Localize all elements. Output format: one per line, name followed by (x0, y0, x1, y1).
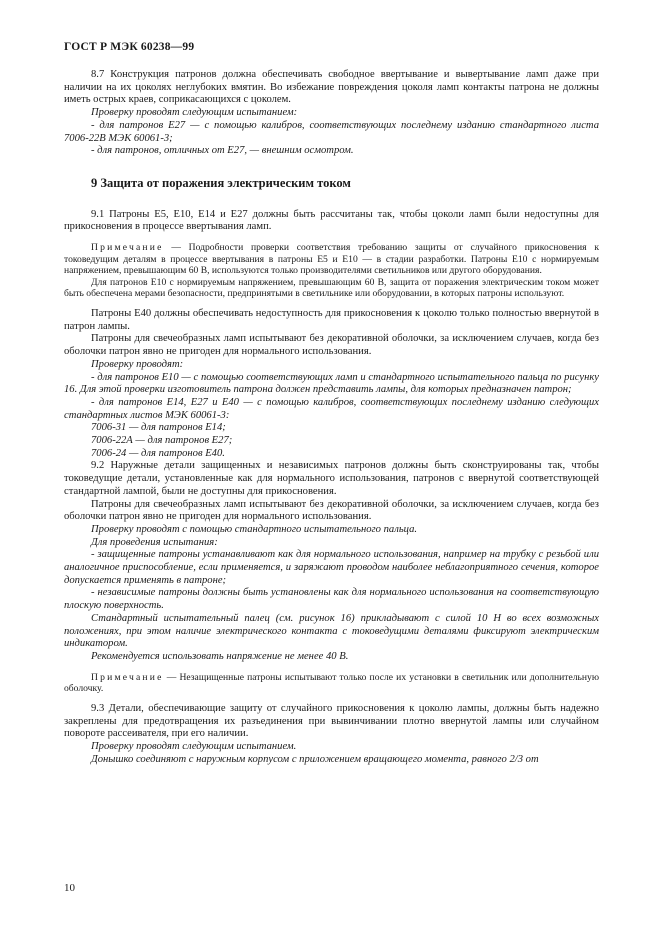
test-protected: - защищенные патроны устанавливают как для нормального использования, например на трубку с резьбой или аналогичное приспособление, если применяется, и заряжают проводом наиболее неблагоприятного сечения, которое допускается применять в патроне; (64, 549, 599, 586)
test-finger-force: Стандартный испытательный палец (см. рисунок 16) прикладывают с силой 10 Н во всех возможных положениях, при этом наличие электрического контакта с токоведущими деталями фиксируют электрическим индикатором. (64, 612, 599, 650)
test-voltage: Рекомендуется использовать напряжение не менее 40 В. (91, 650, 349, 662)
note-1-label: Примечание (91, 242, 164, 254)
note-2 (64, 672, 599, 695)
paragraph-e40: Патроны Е40 должны обеспечивать недоступность для прикосновения к цоколю только полностью ввернутой в патрон лампы. (64, 308, 599, 332)
note-1-text: — Подробности проверки соответствия требованию защиты от случайного прикосновения к токоведущим деталям в процессе ввертывания в патроны Е5 и Е10 — в стадии разработки. Патроны Е10 с нормируемым напряжением, превышающим 60 В, используются только производителями светильников или другого оборудования. (64, 242, 599, 277)
test-torque: Донышко соединяют с наружным корпусом с приложением вращающего момента, равного 2/3 от (91, 753, 539, 765)
paragraph-9-2: 9.2 Наружные детали защищенных и независимых патронов должны быть сконструированы так, чтобы токоведущие детали, установленные как для нормального использования, патронов с ввернутой соответствующей стандартной лампой, были не доступны для прикосновения. (64, 460, 599, 497)
paragraph-9-3: 9.3 Детали, обеспечивающие защиту от случайного прикосновения к цоколю лампы, должны быть надежно закреплены для предотвращения их разъединения при вывинчивании плотно ввернутой лампы или случайном повороте рассеивателя, при его наличии. (64, 702, 599, 740)
page-number: 10 (64, 882, 75, 894)
note-2-label: Примечание (91, 671, 164, 683)
sheet-7006-22a: 7006-22А — для патронов Е27; (91, 435, 233, 447)
test-independent: - независимые патроны должны быть установлены как для нормального использования на соответствующую плоскую поверхность. (64, 587, 599, 612)
paragraph-8-7: 8.7 Конструкция патронов должна обеспечивать свободное ввертывание и вывертывание ламп даже при наличии на их цоколях неглубоких вмятин. Во избежание повреждения цоколя ламп контакты патрона не должны иметь острых краев, соприкасающихся с цоколем. (64, 69, 599, 106)
note-2-text: — Незащищенные патроны испытывают только после их установки в светильник или дополнительную оболочку. (64, 671, 599, 695)
paragraph-9-1: 9.1 Патроны Е5, Е10, Е14 и Е27 должны быть рассчитаны так, чтобы цоколи ламп были недоступны для прикосновения в процессе ввертывания ламп. (64, 208, 599, 233)
section-9-heading: 9 Защита от поражения электрическим током (91, 175, 351, 190)
document-header: ГОСТ Р МЭК 60238—99 (64, 41, 195, 53)
test-item-e10: - для патронов Е10 — с помощью соответствующих ламп и стандартного испытательного пальца по рисунку 16. Для этой проверки изготовитель патрона должен представить лампы, для которых предназначен патрон; (64, 371, 599, 396)
test-intro: Проверку проводят следующим испытанием: (91, 107, 298, 119)
test-item-other: - для патронов, отличных от Е27, — внешним осмотром. (91, 145, 354, 157)
test-item-e14-e27-e40: - для патронов Е14, Е27 и Е40 — с помощью калибров, соответствующих последнему изданию следующих стандартных листов МЭК 60061-3: (64, 396, 599, 421)
sheet-7006-31: 7006-31 — для патронов Е14; (91, 422, 226, 434)
document-body (64, 69, 599, 766)
note-1 (64, 242, 599, 277)
paragraph-candle-1: Патроны для свечеобразных ламп испытывают без декоративной оболочки, за исключением случаев, когда без оболочки патрон явно не пригоден для нормального использования. (64, 333, 599, 358)
test-intro-3: Проверку проводят следующим испытанием. (91, 740, 297, 752)
note-1-continued: Для патронов Е10 с нормируемым напряжением, превышающим 60 В, защита от поражения электрическим током может быть обеспечена мерами безопасности, предпринятыми в светильнике или оборудовании, в которых патроны используют. (64, 276, 599, 300)
test-finger: Проверку проводят с помощью стандартного испытательного пальца. (91, 523, 418, 535)
test-item-e27: - для патронов Е27 — с помощью калибров, соответствующих последнему изданию стандартного листа 7006-22В МЭК 60061-3; (64, 119, 599, 144)
sheet-7006-24: 7006-24 — для патронов Е40. (91, 447, 225, 459)
paragraph-candle-2: Патроны для свечеобразных ламп испытывают без декоративной оболочки, за исключением случаев, когда без оболочки патрон явно не пригоден для нормального использования. (64, 498, 599, 523)
test-procedure-intro: Для проведения испытания: (91, 536, 218, 548)
test-intro-2: Проверку проводят: (91, 358, 184, 370)
